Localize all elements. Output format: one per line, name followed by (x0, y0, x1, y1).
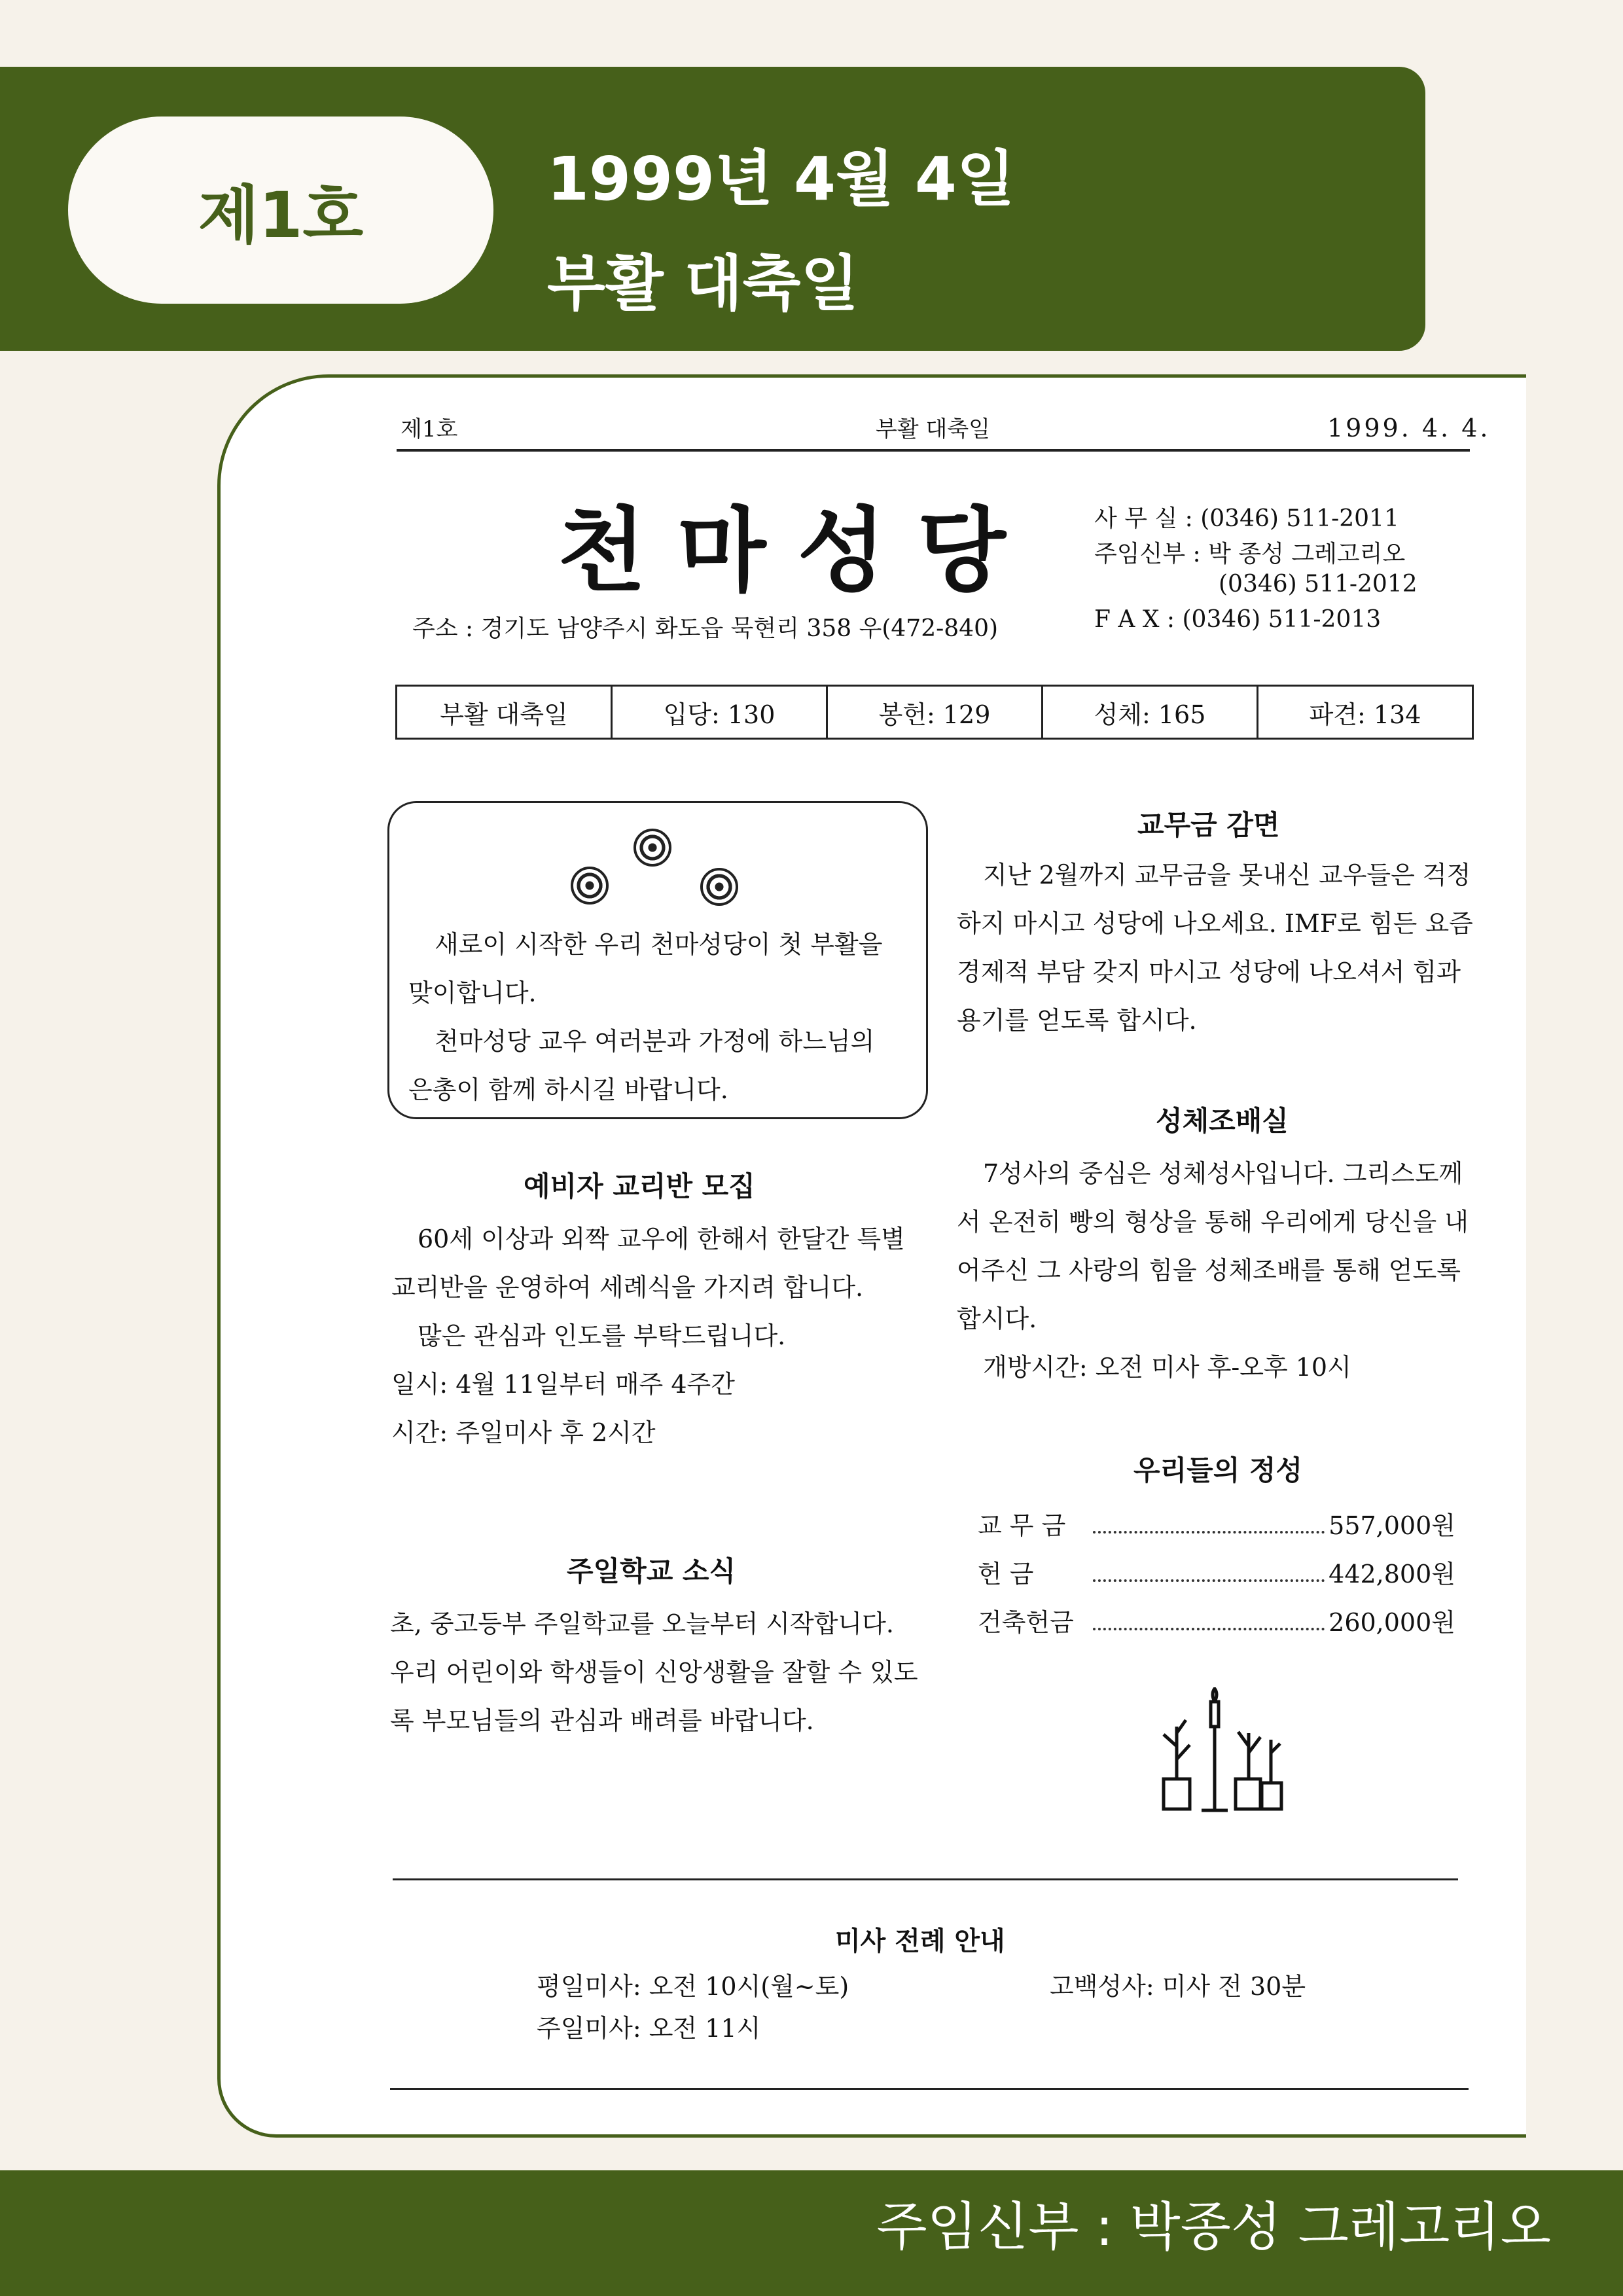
sunday-school-title: 주일학교 소식 (567, 1555, 736, 1587)
greeting-line: 새로이 시작한 우리 천마성당이 첫 부활을 맞이합니다. (408, 930, 883, 1007)
masthead-title: 천마성당 (558, 498, 1037, 605)
seongche-text (957, 1149, 1474, 1391)
seongche-title: 성체조배실 (1156, 1105, 1289, 1137)
np-top-rule (397, 449, 1470, 452)
seongche-hours: 개방시간: 오전 미사 후-오후 10시 (983, 1353, 1351, 1382)
footer-pastor: 주임신부 : 박종성 그레고리오 (876, 2197, 1551, 2257)
np-occasion: 부활 대축일 (876, 416, 991, 442)
contact-pastor-phone: (0346) 511-2012 (1219, 571, 1418, 598)
issue-badge: 제1호 (68, 117, 493, 304)
offering-title: 우리들의 정성 (1133, 1454, 1303, 1486)
dot-leader (1093, 1554, 1325, 1582)
mass-title: 미사 전례 안내 (835, 1926, 1005, 1956)
np-issue: 제1호 (401, 416, 458, 442)
stats-cell: 봉헌: 129 (828, 687, 1043, 738)
church-address: 주소 : 경기도 남양주시 화도읍 묵현리 358 우(472-840) (412, 615, 999, 642)
yebi-line: 많은 관심과 인도를 부탁드립니다. (418, 1321, 786, 1350)
np-date: 1999. 4. 4. (1327, 414, 1491, 442)
offering-label: 교 무 금 (978, 1511, 1066, 1540)
yebi-title: 예비자 교리반 모집 (524, 1170, 755, 1202)
gyomu-text: 지난 2월까지 교무금을 못내신 교우들은 걱정하지 마시고 성당에 나오세요. IMF로 힘든 요즘 경제적 부담 갖지 마시고 성당에 나오셔서 힘과 용기를 얻도록 합시다. (957, 861, 1473, 1035)
mass-weekday: 평일미사: 오전 10시(월~토) (537, 1972, 849, 2001)
divider (393, 1878, 1458, 1880)
mass-sunday: 주일미사: 오전 11시 (537, 2014, 761, 2043)
dot-leader (1093, 1602, 1325, 1630)
yebi-line: 60세 이상과 외짝 교우에 한해서 한달간 특별 교리반을 운영하여 세례식을 가지려 합니다. (391, 1225, 905, 1302)
emblem-icon (633, 829, 671, 867)
header-date: 1999년 4월 4일 (547, 144, 1015, 214)
yebi-line: 일시: 4월 11일부터 매주 4주간 (391, 1370, 735, 1399)
greeting-text (408, 920, 906, 1114)
stats-table (395, 685, 1474, 740)
stats-cell: 파견: 134 (1309, 700, 1421, 729)
offering-amount: 260,000원 (1329, 1608, 1455, 1637)
contact-pastor: 주임신부 : 박 종성 그레고리오 (1094, 541, 1406, 567)
stats-cell: 입당: 130 (613, 687, 828, 738)
seongche-body: 7성사의 중심은 성체성사입니다. 그리스도께서 온전히 빵의 형상을 통해 우리에게 당신을 내어주신 그 사랑의 힘을 성체조배를 통해 얻도록 합시다. (957, 1159, 1469, 1333)
stats-cell: 부활 대축일 (397, 687, 613, 738)
offering-row (978, 1554, 1455, 1590)
header-occasion: 부활 대축일 (547, 249, 859, 319)
emblem-icon (700, 868, 738, 906)
offering-label: 헌 금 (978, 1560, 1034, 1588)
contact-fax: F A X : (0346) 511-2013 (1094, 606, 1382, 633)
contact-office: 사 무 실 : (0346) 511-2011 (1094, 505, 1399, 532)
dot-leader (1093, 1505, 1325, 1534)
offering-amount: 442,800원 (1329, 1560, 1455, 1588)
yebi-line: 시간: 주일미사 후 2시간 (391, 1418, 656, 1447)
offering-amount: 557,000원 (1329, 1511, 1455, 1540)
offering-row (978, 1602, 1455, 1638)
stats-cell: 성체: 165 (1043, 687, 1258, 738)
gyomu-title: 교무금 감면 (1137, 809, 1280, 841)
greeting-line: 천마성당 교우 여러분과 가정에 하느님의 은총이 함께 하시길 바랍니다. (408, 1027, 875, 1104)
emblem-icon (571, 867, 609, 905)
offering-label: 건축헌금 (978, 1608, 1074, 1637)
sunday-school-text: 초, 중고등부 주일학교를 오늘부터 시작합니다. 우리 어린이와 학생들이 신앙생활을 잘할 수 있도록 부모님들의 관심과 배려를 바랍니다. (390, 1609, 918, 1735)
yebi-text (391, 1215, 915, 1457)
candle-plants-icon (1150, 1687, 1288, 1825)
mass-confession: 고백성사: 미사 전 30분 (1050, 1972, 1306, 2001)
offering-row (978, 1505, 1455, 1541)
divider (390, 2088, 1469, 2090)
